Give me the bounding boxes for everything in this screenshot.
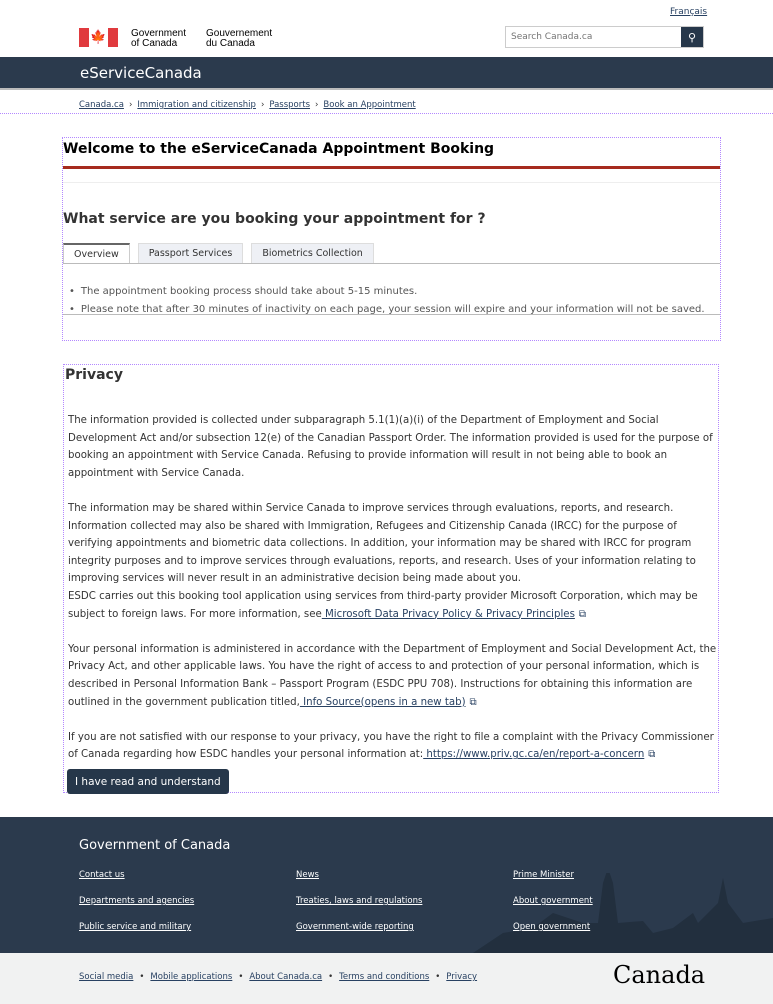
external-link-icon: ⧉ [648,749,656,761]
external-link-icon: ⧉ [469,696,477,708]
privacy-text [68,412,723,781]
parliament-skyline-icon [473,873,773,953]
gov-signature-fr: Gouvernement du Canada [206,28,273,49]
breadcrumb-link[interactable]: Book an Appointment [323,100,416,110]
site-title: eServiceCanada [80,64,202,82]
info-source-link[interactable]: Info Source(opens in a new tab) [299,696,466,708]
gov-signature-en: Government of Canada [131,28,187,49]
search-form [505,26,704,48]
search-icon: ⚲ [687,31,697,44]
microsoft-privacy-link[interactable]: Microsoft Data Privacy Policy & Privacy Principles [321,608,575,620]
privacy-paragraph: Your personal information is administered in accordance with the Department of Employment and Social Development Act, the Privacy Act, and other applicable laws. You have the right of access to and protection of your personal information, which is described in Personal Information Bank – Passport Program (ESDC PPU 708). Instructions for obtaining this information are outlined in the government publication titled, Info Source(opens in a new tab) ⧉ [68,643,717,708]
footer-link[interactable]: Contact us [79,870,125,880]
divider [63,182,720,183]
sub-footer-link[interactable]: About Canada.ca [249,972,323,982]
footer-link[interactable]: Open government [513,922,591,932]
footer-link[interactable]: Public service and military [79,922,192,932]
separator: • [328,972,334,982]
privacy-paragraph: The information provided is collected under subparagraph 5.1(1)(a)(i) of the Department of Employment and Social Development Act and/or subsection 12(e) of the Canadian Passport Order. The information provided is used for the purpose of booking an appointment with Service Canada. Refusing to provide information will result in not being able to book an appointment with Service Canada. [68,415,713,479]
list-item: • The appointment booking process should take about 5-15 minutes. [69,283,705,301]
footer-link[interactable]: Departments and agencies [79,896,195,906]
footer-link[interactable]: About government [513,896,593,906]
search-input[interactable] [506,27,681,47]
service-question: What service are you booking your appointment for ? [63,211,486,227]
breadcrumb-link[interactable]: Canada.ca [79,100,124,110]
search-button[interactable] [681,27,703,47]
footer-link[interactable]: Prime Minister [513,870,574,880]
page-title: Welcome to the eServiceCanada Appointment Booking [63,141,495,157]
chevron-right-icon: › [315,100,319,110]
overview-panel [63,263,720,315]
canada-flag-icon: 🍁 [79,28,118,47]
external-link-icon: ⧉ [578,608,587,620]
canada-wordmark: Canada [613,961,706,989]
tab-overview[interactable]: Overview [63,243,130,264]
privacy-paragraph: If you are not satisfied with our response to your privacy, you have the right to file a complaint with the Privacy Commissioner of Canada regarding how ESDC handles your personal information at: https://www.priv.gc.ca/en/report-a-concern ⧉ [68,731,714,761]
privacy-paragraph: The information may be shared within Service Canada to improve services through evaluations, reports, and research. Information collected may also be shared with Immigration, Refugees and Citizenship Canada (IRCC) for the purpose of verifying appointments and biometric data collections. In addition, your information may be shared with IRCC for program integrity purposes and to improve services through evaluations, reports, and research. Uses of your information relating to improving services will never result in an administrative decision being made about you. [68,502,696,585]
acknowledge-button[interactable]: I have read and understand [67,769,229,794]
site-title-bar [0,57,773,90]
privacy-title: Privacy [65,367,123,383]
divider [0,113,773,114]
chevron-right-icon: › [128,100,133,110]
breadcrumb-link[interactable]: Immigration and citizenship [137,100,256,110]
chevron-right-icon: › [260,100,265,110]
tab-biometrics-collection[interactable]: Biometrics Collection [251,243,374,264]
footer-title: Government of Canada [79,838,231,853]
list-item: • Please note that after 30 minutes of inactivity on each page, your session will expire and your information will not be saved. [69,301,705,319]
footer-link[interactable]: Government-wide reporting [296,922,414,932]
separator: • [435,972,441,982]
title-underline [63,166,720,169]
separator: • [139,972,145,982]
tab-passport-services[interactable]: Passport Services [138,243,244,264]
language-toggle-link[interactable]: Français [670,7,708,17]
sub-footer [0,953,773,1004]
service-tabs [63,243,374,264]
sub-footer-link[interactable]: Mobile applications [150,972,233,982]
separator: • [238,972,244,982]
breadcrumb-link[interactable]: Passports [269,100,311,110]
breadcrumb [79,100,416,110]
footer-link[interactable]: News [296,870,319,880]
sub-footer-link[interactable]: Terms and conditions [339,972,430,982]
footer [0,817,773,953]
privacy-paragraph: ESDC carries out this booking tool application using services from third-party provider Microsoft Corporation, which may be subject to foreign laws. For more information, see Microsoft Data Privacy Policy & Privacy Principles ⧉ [68,590,698,620]
report-concern-link[interactable]: https://www.priv.gc.ca/en/report-a-concern [423,749,645,761]
sub-footer-link[interactable]: Privacy [446,972,478,982]
sub-footer-link[interactable]: Social media [79,972,134,982]
footer-link[interactable]: Treaties, laws and regulations [296,896,423,906]
